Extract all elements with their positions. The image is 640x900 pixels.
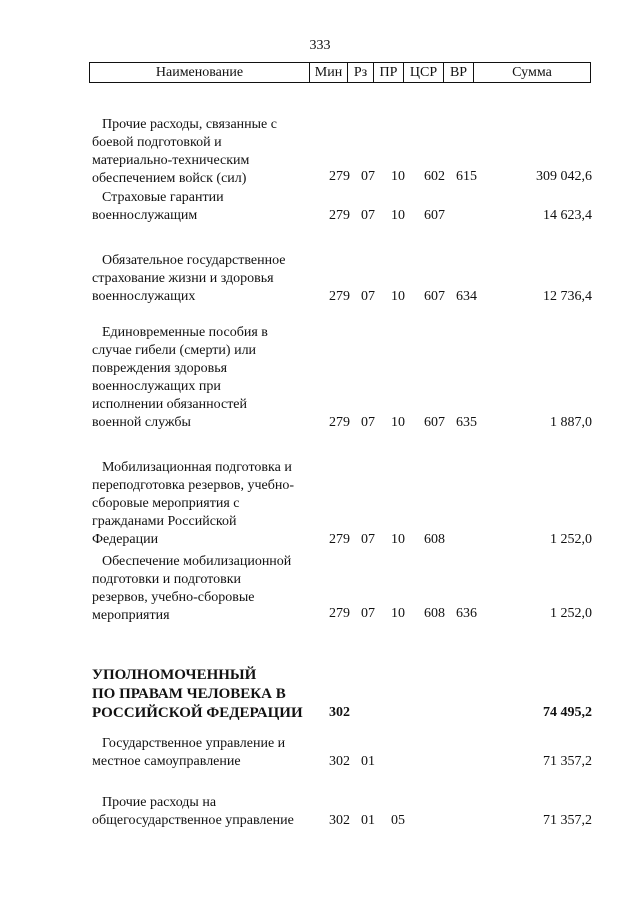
cell-min: 302 bbox=[329, 754, 350, 769]
name-line: Мобилизационная подготовка и bbox=[102, 460, 292, 475]
cell-min: 279 bbox=[329, 606, 350, 621]
header-pr: ПР bbox=[374, 63, 404, 82]
cell-rz: 07 bbox=[361, 415, 375, 430]
name-line: мероприятия bbox=[92, 608, 170, 623]
section-name bbox=[92, 666, 332, 723]
cell-sum: 71 357,2 bbox=[543, 754, 592, 769]
name-line: страхование жизни и здоровья bbox=[92, 271, 274, 286]
name-line: боевой подготовкой и bbox=[92, 135, 222, 150]
row-name bbox=[92, 459, 316, 549]
name-line: общегосударственное управление bbox=[92, 813, 294, 828]
cell-vr: 635 bbox=[456, 415, 477, 430]
name-line: УПОЛНОМОЧЕННЫЙ bbox=[92, 667, 257, 683]
row-name bbox=[92, 252, 316, 306]
name-line: сборовые мероприятия с bbox=[92, 496, 240, 511]
name-line: Государственное управление и bbox=[102, 736, 286, 751]
header-vr: ВР bbox=[444, 63, 474, 82]
cell-sum: 74 495,2 bbox=[543, 705, 592, 720]
cell-pr: 10 bbox=[391, 532, 405, 547]
header-sum: Сумма bbox=[512, 65, 552, 80]
cell-rz: 01 bbox=[361, 754, 375, 769]
row-name bbox=[92, 553, 316, 625]
name-line: военнослужащих при bbox=[92, 379, 221, 394]
cell-min: 302 bbox=[329, 813, 350, 828]
cell-pr: 10 bbox=[391, 606, 405, 621]
name-line: Страховые гарантии bbox=[102, 190, 224, 205]
row-name bbox=[92, 189, 316, 225]
name-line: обеспечением войск (сил) bbox=[92, 171, 247, 186]
header-rz: Рз bbox=[348, 63, 374, 82]
cell-rz: 07 bbox=[361, 532, 375, 547]
name-line: случае гибели (смерти) или bbox=[92, 343, 257, 358]
cell-vr: 615 bbox=[456, 169, 477, 184]
cell-pr: 10 bbox=[391, 169, 405, 184]
name-line: РОССИЙСКОЙ ФЕДЕРАЦИИ bbox=[92, 705, 303, 721]
name-line: Обеспечение мобилизационной bbox=[102, 554, 292, 569]
page-number: 333 bbox=[309, 38, 331, 53]
cell-csr: 602 bbox=[424, 169, 445, 184]
cell-sum: 71 357,2 bbox=[543, 813, 592, 828]
cell-sum: 309 042,6 bbox=[536, 169, 592, 184]
row-name bbox=[92, 116, 316, 188]
name-line: материально-техническим bbox=[92, 153, 250, 168]
name-line: военной службы bbox=[92, 415, 191, 430]
cell-sum: 1 887,0 bbox=[550, 415, 592, 430]
cell-pr: 10 bbox=[391, 289, 405, 304]
cell-min: 302 bbox=[329, 705, 350, 720]
cell-min: 279 bbox=[329, 208, 350, 223]
cell-sum: 1 252,0 bbox=[550, 532, 592, 547]
cell-rz: 01 bbox=[361, 813, 375, 828]
name-line: Федерации bbox=[92, 532, 159, 547]
cell-sum: 12 736,4 bbox=[543, 289, 592, 304]
name-line: Прочие расходы на bbox=[102, 795, 217, 810]
cell-sum: 14 623,4 bbox=[543, 208, 592, 223]
name-line: Единовременные пособия в bbox=[102, 325, 268, 340]
header-csr: ЦСР bbox=[404, 63, 444, 82]
name-line: военнослужащих bbox=[92, 289, 196, 304]
cell-vr: 636 bbox=[456, 606, 477, 621]
cell-vr: 634 bbox=[456, 289, 477, 304]
name-line: повреждения здоровья bbox=[92, 361, 228, 376]
row-name bbox=[92, 794, 316, 830]
cell-csr: 607 bbox=[424, 289, 445, 304]
cell-min: 279 bbox=[329, 289, 350, 304]
cell-rz: 07 bbox=[361, 289, 375, 304]
name-line: резервов, учебно-сборовые bbox=[92, 590, 255, 605]
name-line: военнослужащим bbox=[92, 208, 198, 223]
name-line: местное самоуправление bbox=[92, 754, 241, 769]
cell-min: 279 bbox=[329, 532, 350, 547]
cell-min: 279 bbox=[329, 169, 350, 184]
name-line: Прочие расходы, связанные с bbox=[102, 117, 277, 132]
table-header bbox=[89, 62, 591, 83]
cell-rz: 07 bbox=[361, 606, 375, 621]
name-line: исполнении обязанностей bbox=[92, 397, 248, 412]
header-min: Мин bbox=[310, 63, 348, 82]
cell-csr: 608 bbox=[424, 532, 445, 547]
name-line: Обязательное государственное bbox=[102, 253, 286, 268]
row-name bbox=[92, 324, 316, 432]
name-line: ПО ПРАВАМ ЧЕЛОВЕКА В bbox=[92, 686, 286, 702]
cell-sum: 1 252,0 bbox=[550, 606, 592, 621]
cell-rz: 07 bbox=[361, 169, 375, 184]
cell-min: 279 bbox=[329, 415, 350, 430]
name-line: гражданами Российской bbox=[92, 514, 237, 529]
cell-pr: 10 bbox=[391, 415, 405, 430]
cell-pr: 10 bbox=[391, 208, 405, 223]
name-line: подготовки и подготовки bbox=[92, 572, 242, 587]
cell-csr: 607 bbox=[424, 415, 445, 430]
name-line: переподготовка резервов, учебно- bbox=[92, 478, 294, 493]
cell-csr: 607 bbox=[424, 208, 445, 223]
header-name: Наименование bbox=[90, 63, 310, 82]
cell-rz: 07 bbox=[361, 208, 375, 223]
cell-csr: 608 bbox=[424, 606, 445, 621]
cell-pr: 05 bbox=[391, 813, 405, 828]
row-name bbox=[92, 735, 316, 771]
